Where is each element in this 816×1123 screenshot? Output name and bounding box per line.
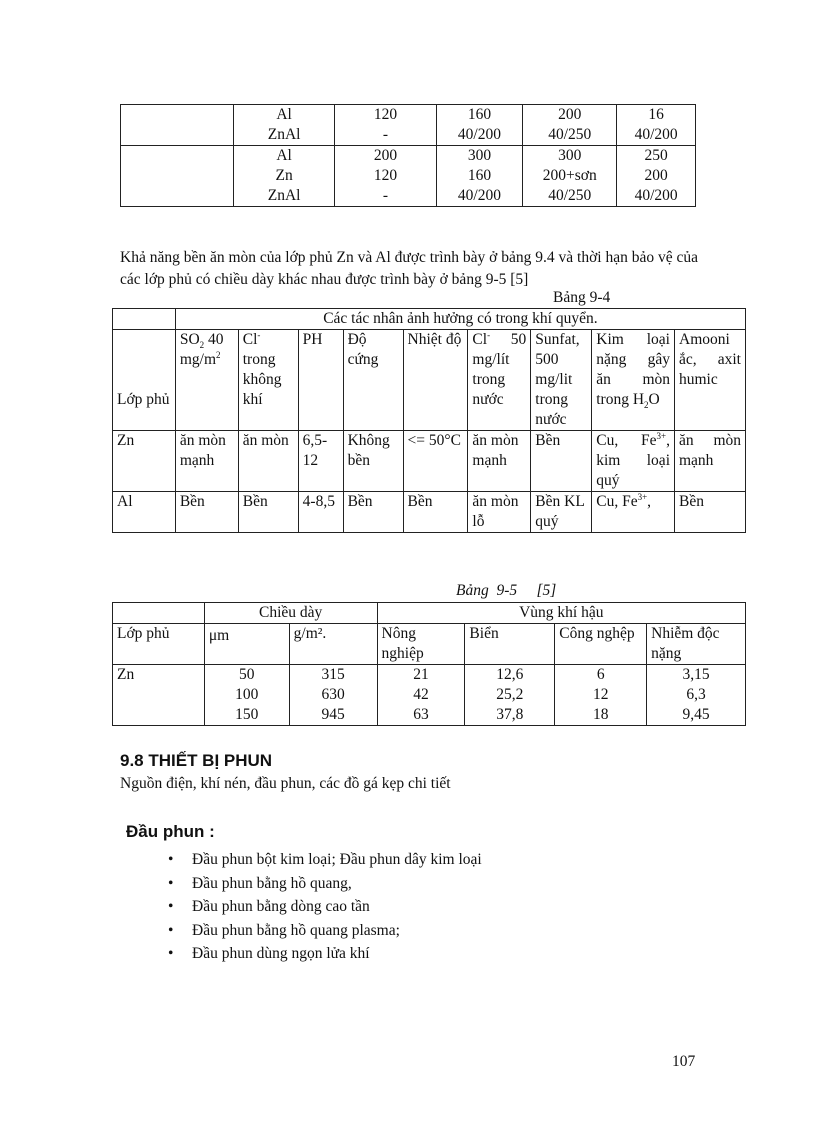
- intro-paragraph: Khả năng bền ăn mòn của lớp phủ Zn và Al được trình bày ở bảng 9.4 và thời hạn bảo vệ của các lớp phủ có chiều dày khác nhau được trình bày ở bảng 9-5 [5]: [120, 249, 698, 288]
- table-94-caption: Bảng 9-4: [553, 289, 611, 306]
- table-row: Al Bền Bền 4-8,5 Bền Bền ăn mòn lỗ Bền KL quý Cu, $Fe^{3+}$, Bền: [113, 492, 746, 533]
- table-9-4: [112, 308, 746, 533]
- table-row: Al Zn ZnAl 200 120 - 300 160 40/200 300 200+sơn 40/250 250 200 40/200: [121, 146, 696, 207]
- table-header-row: Lớp phủ μm g/m². Nông nghiệp Biển Công nghệp Nhiễm độc nặng: [113, 624, 746, 665]
- list-item: • Đầu phun bằng hồ quang plasma;: [168, 919, 482, 943]
- group-header: Các tác nhân ảnh hưởng có trong khí quyển.: [175, 309, 745, 330]
- table-header-row: [113, 309, 746, 330]
- bullet-list: [168, 848, 482, 966]
- list-item: • Đầu phun bằng hồ quang,: [168, 872, 482, 896]
- table-row: Zn ăn mòn mạnh ăn mòn 6,5-12 Không bền <= 50°C ăn mòn mạnh Bền Cu, $Fe^{3+}$, kim loại quý ăn mòn mạnh: [113, 431, 746, 492]
- section-heading: 9.8 THIẾT BỊ PHUN: [120, 751, 273, 770]
- table-top: [120, 104, 696, 207]
- list-item: • Đầu phun bằng dòng cao tần: [168, 895, 482, 919]
- table-header-row: Lớp phủ $SO_2$ 40 $mg/m^2$ Cl- trong không khí PH Độ cứng Nhiệt độ Cl- 50 mg/lít trong nước Sunfat, 500 mg/lit trong nước Kim loại nặng gây ăn mòn trong $H_2O$ Amooni ắc, axit humic: [113, 330, 746, 431]
- section-text: Nguồn điện, khí nén, đầu phun, các đồ gá kẹp chi tiết: [120, 775, 451, 792]
- table-row: Zn 50 100 150 315 630 945 21 42 63 12,6 25,2 37,8 6 12 18 3,15 6,3 9,45: [113, 665, 746, 726]
- table-9-5: [112, 602, 746, 726]
- table-row: Al ZnAl 120 - 160 40/200 200 40/250 16 40/200: [121, 105, 696, 146]
- list-item: • Đầu phun bột kim loại; Đầu phun dây kim loại: [168, 848, 482, 872]
- table-header-row: Chiều dày Vùng khí hậu: [113, 603, 746, 624]
- table-95-caption: Bảng 9-5 [5]: [456, 582, 557, 599]
- subheading: Đầu phun :: [126, 822, 215, 841]
- row-header: Lớp phủ: [113, 330, 176, 431]
- page-number: 107: [672, 1053, 696, 1070]
- list-item: • Đầu phun dùng ngọn lửa khí: [168, 942, 482, 966]
